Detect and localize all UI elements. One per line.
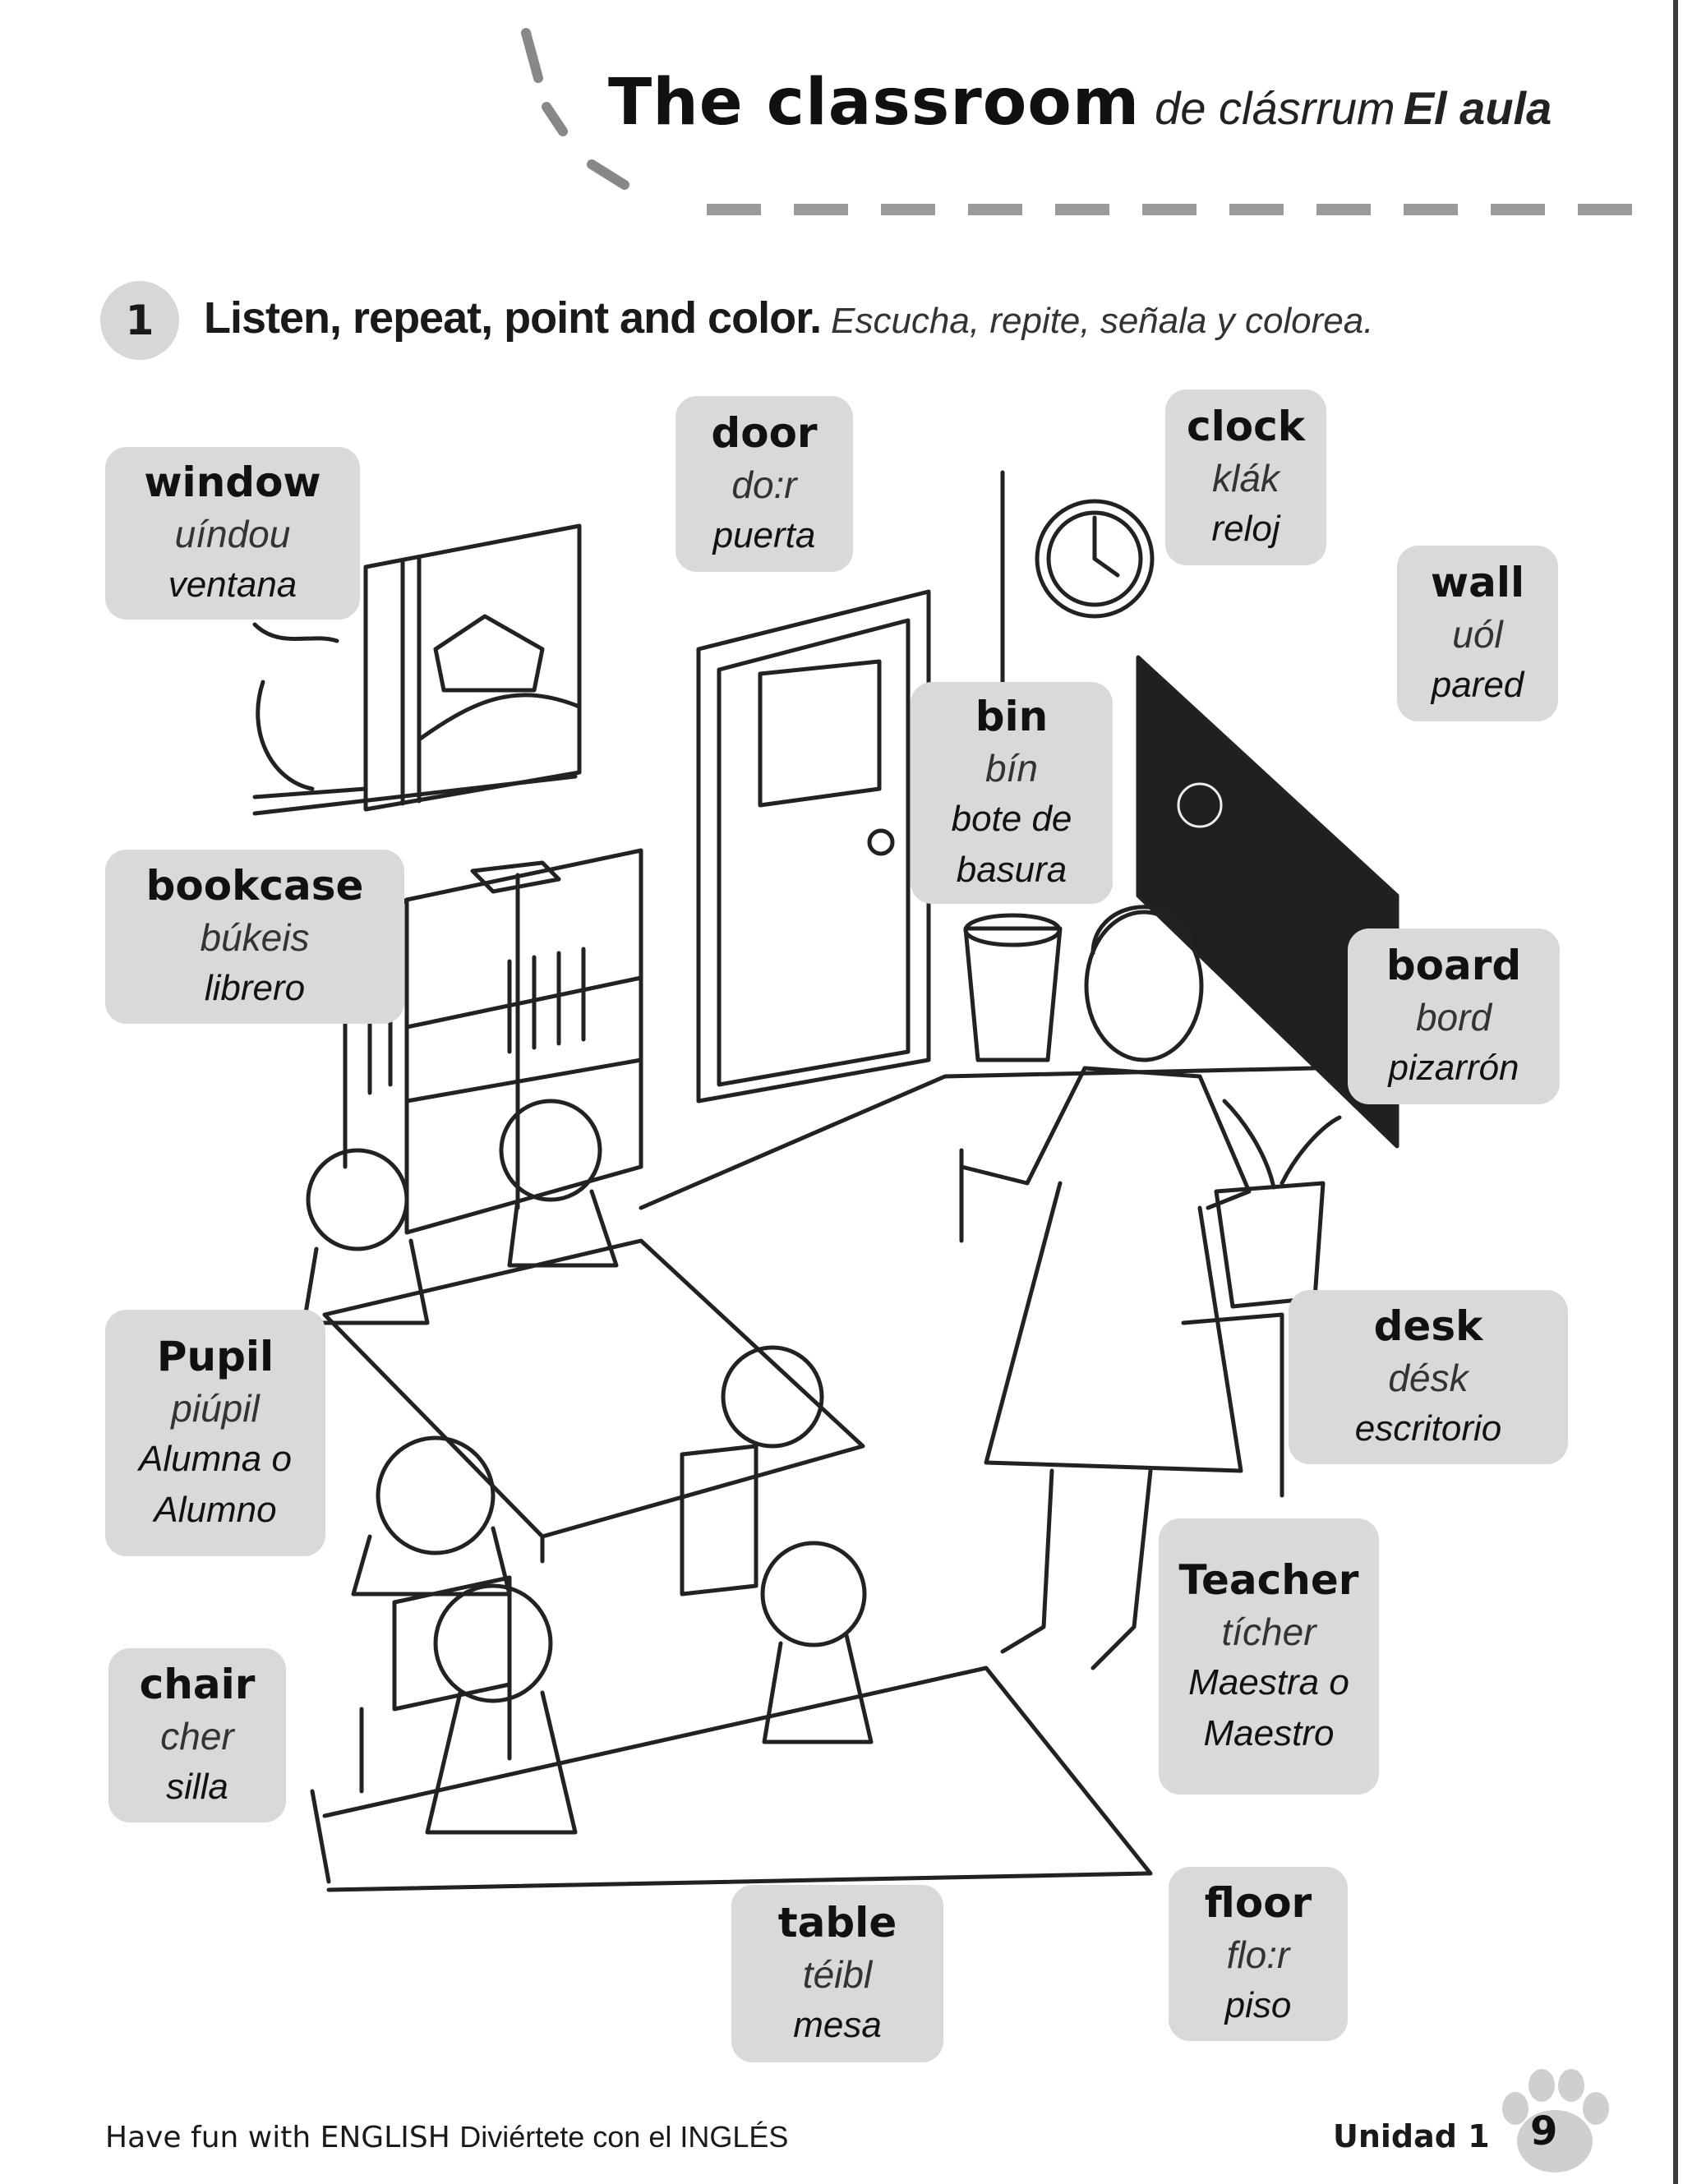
vocab-spanish: pared — [1431, 665, 1524, 705]
vocab-pronunciation: désk — [1388, 1357, 1469, 1399]
footer-spanish: Diviértete con el INGLÉS — [459, 2120, 789, 2154]
vocab-card-teacher — [1159, 1518, 1379, 1795]
vocab-spanish: silla — [166, 1767, 228, 1807]
vocab-spanish: pizarrón — [1388, 1048, 1519, 1088]
vocab-card-floor — [1169, 1867, 1348, 2041]
vocab-pronunciation: bín — [985, 747, 1038, 790]
vocab-spanish-line1: Alumna o — [139, 1439, 292, 1479]
activity-instruction — [204, 293, 1373, 343]
vocab-card-clock — [1165, 389, 1326, 565]
vocab-pronunciation: bord — [1415, 996, 1492, 1039]
vocab-spanish: ventana — [168, 564, 297, 605]
vocab-card-window — [105, 447, 360, 620]
vocab-pronunciation: uól — [1452, 613, 1503, 656]
vocab-card-chair — [108, 1648, 286, 1822]
vocab-word: desk — [1373, 1302, 1483, 1350]
vocab-spanish-line2: Alumno — [154, 1490, 277, 1530]
vocab-spanish-line2: basura — [956, 850, 1067, 890]
vocab-card-door — [676, 396, 853, 572]
instruction-spanish: Escucha, repite, señala y colorea. — [831, 301, 1374, 341]
vocab-pronunciation: klák — [1212, 457, 1280, 500]
footer-unit-label: Unidad 1 — [1333, 2118, 1490, 2154]
vocab-card-wall — [1397, 546, 1558, 721]
page-number: 9 — [1530, 2108, 1558, 2154]
vocab-pronunciation: búkeis — [200, 916, 310, 959]
vocab-spanish: puerta — [712, 515, 816, 555]
instruction-english: Listen, repeat, point and color. — [204, 293, 822, 343]
vocab-spanish: escritorio — [1354, 1408, 1502, 1449]
vocab-word: table — [777, 1899, 897, 1947]
vocab-pronunciation: piúpil — [171, 1387, 260, 1430]
vocab-spanish-line2: Maestro — [1203, 1713, 1335, 1753]
header-dashed-divider — [707, 204, 1683, 217]
vocab-word: board — [1386, 942, 1522, 989]
vocab-word: door — [711, 409, 818, 457]
vocab-word: wall — [1430, 559, 1525, 606]
vocab-card-bin — [911, 682, 1113, 904]
vocab-word: window — [144, 458, 321, 506]
vocab-word: floor — [1204, 1879, 1312, 1927]
vocab-spanish-line1: bote de — [951, 799, 1072, 839]
vocab-word: bin — [975, 693, 1049, 740]
vocab-spanish: mesa — [793, 2005, 882, 2045]
vocab-word: clock — [1186, 403, 1306, 450]
vocab-card-desk — [1289, 1290, 1568, 1464]
vocab-pronunciation: uíndou — [174, 513, 291, 555]
vocab-card-bookcase — [105, 850, 404, 1024]
vocab-word: Pupil — [156, 1333, 274, 1380]
footer-series-title — [105, 2120, 788, 2154]
vocab-card-board — [1348, 928, 1560, 1104]
title-spanish: El aula — [1403, 82, 1552, 134]
title-pronunciation: de clásrrum — [1155, 82, 1395, 134]
vocab-spanish: librero — [204, 968, 306, 1008]
vocab-pronunciation: cher — [160, 1715, 234, 1758]
vocab-spanish: reloj — [1211, 509, 1280, 549]
vocab-word: chair — [139, 1661, 256, 1708]
page-title — [608, 66, 1552, 140]
page-edge-rule — [1673, 0, 1678, 2184]
vocab-card-table — [731, 1885, 943, 2062]
vocab-pronunciation: do:r — [731, 463, 797, 506]
vocab-spanish-line1: Maestra o — [1188, 1662, 1349, 1703]
vocab-card-pupil — [105, 1310, 325, 1556]
activity-number: 1 — [125, 297, 154, 344]
vocab-pronunciation: flo:r — [1226, 1933, 1290, 1976]
vocab-word: Teacher — [1178, 1556, 1359, 1604]
vocab-word: bookcase — [145, 862, 364, 910]
activity-number-badge — [100, 281, 179, 360]
title-english: The classroom — [608, 66, 1141, 140]
vocab-spanish: piso — [1224, 1985, 1292, 2025]
vocab-pronunciation: tícher — [1221, 1610, 1316, 1653]
vocab-pronunciation: téibl — [802, 1953, 873, 1996]
footer-english: Have fun with ENGLISH — [105, 2121, 450, 2154]
